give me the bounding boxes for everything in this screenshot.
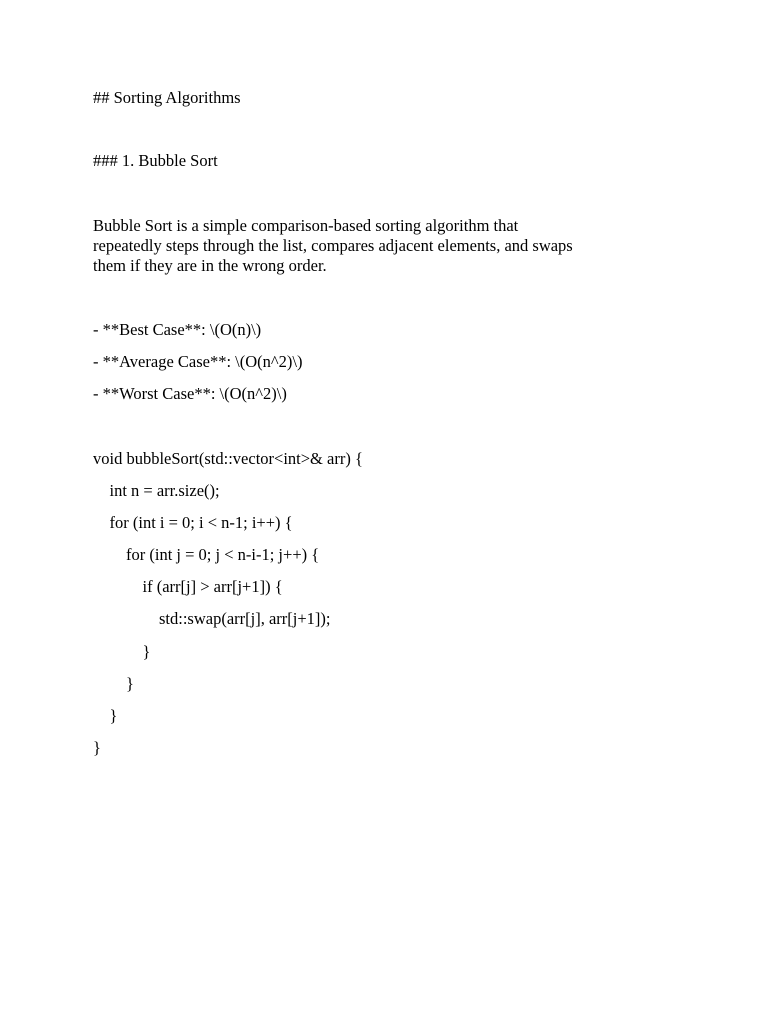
intro-paragraph: [93, 216, 683, 276]
average-case-item: - **Average Case**: \(O(n^2)\): [93, 352, 303, 371]
code-line: for (int i = 0; i < n-1; i++) {: [93, 513, 293, 532]
code-line: std::swap(arr[j], arr[j+1]);: [93, 609, 331, 628]
subsection-heading: ### 1. Bubble Sort: [93, 151, 218, 170]
intro-line: them if they are in the wrong order.: [93, 256, 327, 275]
section-heading: ## Sorting Algorithms: [93, 88, 241, 107]
worst-case-item: - **Worst Case**: \(O(n^2)\): [93, 384, 287, 403]
code-line: int n = arr.size();: [93, 481, 220, 500]
code-line: for (int j = 0; j < n-i-1; j++) {: [93, 545, 320, 564]
intro-line: repeatedly steps through the list, compares adjacent elements, and swaps: [93, 236, 573, 255]
code-line: }: [93, 642, 151, 661]
code-line: }: [93, 738, 101, 757]
best-case-item: - **Best Case**: \(O(n)\): [93, 320, 262, 339]
code-line: }: [93, 674, 134, 693]
code-line: }: [93, 706, 118, 725]
code-line: if (arr[j] > arr[j+1]) {: [93, 577, 283, 596]
code-line: void bubbleSort(std::vector<int>& arr) {: [93, 449, 363, 468]
intro-line: Bubble Sort is a simple comparison-based sorting algorithm that: [93, 216, 519, 235]
